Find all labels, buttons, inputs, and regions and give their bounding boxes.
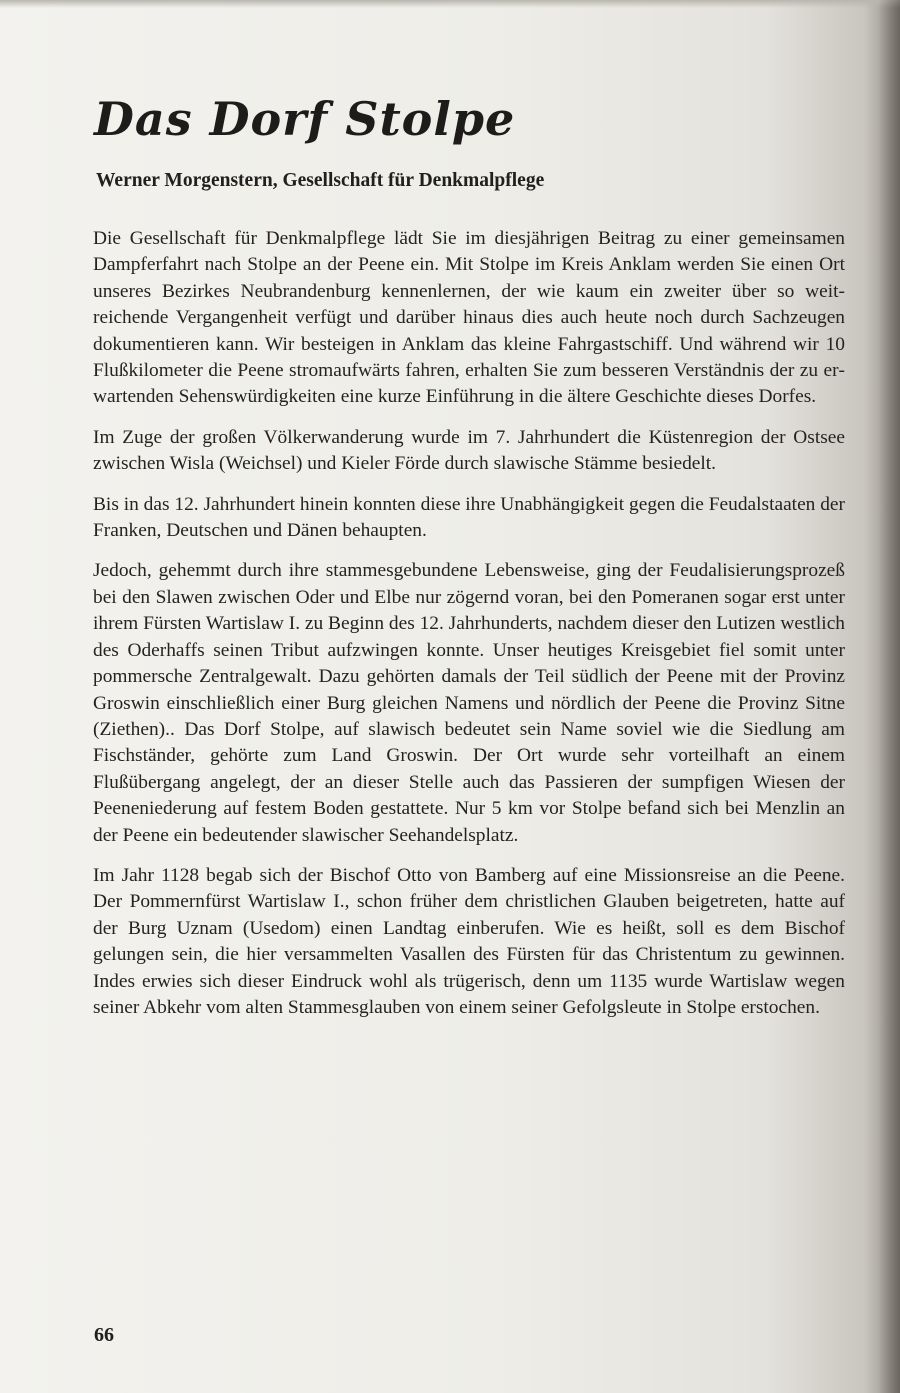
page-gutter-shadow	[878, 0, 900, 1393]
paragraph: Im Jahr 1128 begab sich der Bischof Otto von Bamberg auf eine Missionsreise an die Peene. Der Pommernfürst Wartislaw I., schon früher dem christlichen Glauben beigetreten, hatte auf der Burg Uznam (Usedom) einen Landtag einberufen. Wie es heißt, soll es dem Bischof gelungen sein, die hier versammelten Vasallen des Fürsten für das Christentum zu gewinnen. Indes erwies sich dieser Eindruck wohl als trügerisch, denn um 1135 wurde Wartislaw wegen seiner Abkehr vom alten Stammesglauben von einem seiner Gefolgsleute in Stolpe erstochen.	[93, 864, 845, 1018]
article-title: Das Dorf Stolpe	[94, 92, 516, 146]
paragraph: Jedoch, gehemmt durch ihre stammesgebundene Lebensweise, ging der Feudalisierungsprozeß bei den Slawen zwischen Oder und Elbe nur zögernd voran, bei den Pomeranen sogar erst unter ihrem Fürsten Wartislaw I. zu Beginn des 12. Jahrhunderts, nachdem dieser den Lutizen westlich des Oderhaffs seinen Tribut aufzwingen konnte. Unser heutiges Kreisgebiet fiel somit unter pommersche Zentralgewalt. Dazu gehörten damals der Teil südlich der Peene mit der Provinz Groswin einschließlich einer Burg gleichen Namens und nördlich der Peene die Provinz Sitne (Ziethen).. Das Dorf Stolpe, auf slawisch bedeutet sein Name soviel wie die Siedlung am Fischständer, gehörte zum Land Groswin. Der Ort wurde sehr vorteilhaft an einem Flußübergang angelegt, der an dieser Stelle auch das Passieren der sumpfigen Wiesen der Peeneniederung auf festem Boden gestattete. Nur 5 km vor Stolpe befand sich bei Menzlin an der Peene ein bedeutender slawischer Seehandelsplatz.	[93, 560, 845, 846]
paragraph: Die Gesellschaft für Denkmalpflege lädt Sie im diesjährigen Beitrag zu einer gemeinsamen Dampferfahrt nach Stolpe an der Peene ein. Mit Stolpe im Kreis Anklam werden Sie einen Ort unseres Bezirkes Neubrandenburg kennenlernen, der wie kaum ein zweiter über so weitreichende Vergangenheit verfügt und darüber hinaus dies auch heute noch durch Sachzeugen dokumentieren kann. Wir besteigen in Anklam das kleine Fahrgastschiff. Und während wir 10 Flußkilometer die Peene stromaufwärts fahren, erhalten Sie zum besseren Verständnis der zu erwartenden Sehenswürdigkeiten eine kurze Einführung in die ältere Geschichte dieses Dorfes.	[93, 228, 845, 408]
paragraph: Bis in das 12. Jahrhundert hinein konnten diese ihre Unabhängigkeit gegen die Feudalstaaten der Franken, Deutschen und Dänen behaupten.	[93, 493, 845, 542]
paragraph: Im Zuge der großen Völkerwanderung wurde im 7. Jahrhundert die Küstenregion der Ostsee zwischen Wisla (Weichsel) und Kieler Förde durch slawische Stämme besiedelt.	[93, 426, 845, 475]
page-number: 66	[94, 1324, 114, 1346]
article-body	[93, 226, 845, 1035]
article-author: Werner Morgenstern, Gesellschaft für Denkmalpflege	[96, 170, 545, 191]
page-top-edge	[0, 0, 900, 8]
